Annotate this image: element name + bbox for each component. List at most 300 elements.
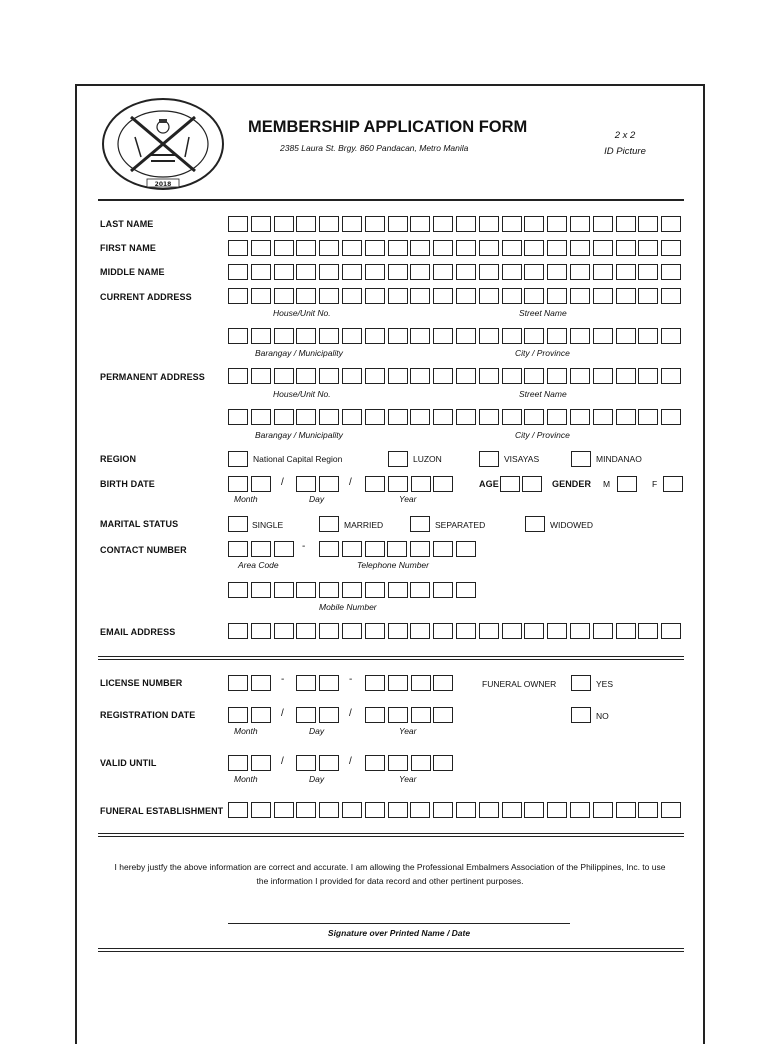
- funeral-establishment-box[interactable]: [593, 802, 613, 818]
- permanent-address-box[interactable]: [228, 368, 248, 384]
- permanent-address-box[interactable]: [365, 368, 385, 384]
- email-box[interactable]: [479, 623, 499, 639]
- last-name-box[interactable]: [365, 216, 385, 232]
- date-slash: /: [349, 477, 352, 488]
- current-address-line2-box[interactable]: [570, 328, 590, 344]
- current-address-box[interactable]: [274, 288, 294, 304]
- current-address-box[interactable]: [296, 288, 316, 304]
- section-divider: [98, 656, 684, 657]
- funeral-establishment-box[interactable]: [456, 802, 476, 818]
- funeral-establishment-box[interactable]: [342, 802, 362, 818]
- owner-no-label: NO: [596, 711, 609, 721]
- region-mindanao-checkbox[interactable]: [571, 451, 591, 467]
- last-name-box[interactable]: [593, 216, 613, 232]
- permanent-address-line2-box[interactable]: [616, 409, 636, 425]
- permanent-address-box[interactable]: [502, 368, 522, 384]
- birth-year-box[interactable]: [433, 476, 453, 492]
- email-box[interactable]: [365, 623, 385, 639]
- signature-caption: Signature over Printed Name / Date: [327, 928, 471, 938]
- permanent-address-line2-box[interactable]: [251, 409, 271, 425]
- current-address-line2-box[interactable]: [616, 328, 636, 344]
- permanent-address-box[interactable]: [638, 368, 658, 384]
- svg-text:2018: 2018: [154, 181, 172, 188]
- funeral-establishment-box[interactable]: [228, 802, 248, 818]
- middle-name-box[interactable]: [593, 264, 613, 280]
- mobile-box[interactable]: [365, 582, 385, 598]
- last-name-box[interactable]: [479, 216, 499, 232]
- valid-year-box[interactable]: [433, 755, 453, 771]
- birth-year-box[interactable]: [411, 476, 431, 492]
- last-name-box[interactable]: [410, 216, 430, 232]
- marital-status-label: MARITAL STATUS: [100, 519, 179, 529]
- current-address-box[interactable]: [638, 288, 658, 304]
- last-name-box[interactable]: [616, 216, 636, 232]
- funeral-establishment-box[interactable]: [274, 802, 294, 818]
- phone-dash: -: [302, 541, 306, 552]
- marital-married-checkbox[interactable]: [319, 516, 339, 532]
- current-address-line2-box[interactable]: [296, 328, 316, 344]
- middle-name-label: MIDDLE NAME: [100, 267, 165, 277]
- date-slash: /: [281, 708, 284, 719]
- license-number-box[interactable]: [319, 675, 339, 691]
- permanent-address-label: PERMANENT ADDRESS: [100, 372, 205, 382]
- license-dash: -: [281, 674, 285, 685]
- id-picture-placeholder: 2 x 2 ID Picture: [604, 130, 646, 157]
- birth-year-box[interactable]: [388, 476, 408, 492]
- first-name-box[interactable]: [365, 240, 385, 256]
- email-box[interactable]: [524, 623, 544, 639]
- funeral-owner-label: FUNERAL OWNER: [482, 679, 557, 689]
- current-address-line2-box[interactable]: [502, 328, 522, 344]
- license-number-label: LICENSE NUMBER: [100, 678, 183, 688]
- registration-year-box[interactable]: [411, 707, 431, 723]
- last-name-box[interactable]: [661, 216, 681, 232]
- gender-label: GENDER: [552, 479, 592, 489]
- funeral-establishment-box[interactable]: [365, 802, 385, 818]
- current-address-line2-box[interactable]: [661, 328, 681, 344]
- registration-day-box[interactable]: [296, 707, 316, 723]
- permanent-address-box[interactable]: [433, 368, 453, 384]
- mobile-box[interactable]: [251, 582, 271, 598]
- permanent-address-box[interactable]: [456, 368, 476, 384]
- birth-day-box[interactable]: [319, 476, 339, 492]
- permanent-address-line2-box[interactable]: [661, 409, 681, 425]
- first-name-box[interactable]: [502, 240, 522, 256]
- first-name-box[interactable]: [547, 240, 567, 256]
- middle-name-box[interactable]: [274, 264, 294, 280]
- permanent-address-line2-box[interactable]: [342, 409, 362, 425]
- permanent-address-box[interactable]: [388, 368, 408, 384]
- current-address-line2-box[interactable]: [524, 328, 544, 344]
- email-box[interactable]: [593, 623, 613, 639]
- current-address-line2-box[interactable]: [410, 328, 430, 344]
- last-name-box[interactable]: [502, 216, 522, 232]
- middle-name-box[interactable]: [661, 264, 681, 280]
- age-label: AGE: [479, 479, 499, 489]
- middle-name-box[interactable]: [433, 264, 453, 280]
- funeral-establishment-box[interactable]: [410, 802, 430, 818]
- funeral-establishment-box[interactable]: [502, 802, 522, 818]
- current-address-line2-box[interactable]: [319, 328, 339, 344]
- permanent-address-box[interactable]: [479, 368, 499, 384]
- owner-yes-label: YES: [596, 679, 614, 689]
- current-address-box[interactable]: [616, 288, 636, 304]
- funeral-establishment-box[interactable]: [570, 802, 590, 818]
- first-name-box[interactable]: [570, 240, 590, 256]
- city-caption: City / Province: [515, 348, 570, 358]
- current-address-box[interactable]: [593, 288, 613, 304]
- registration-day-box[interactable]: [319, 707, 339, 723]
- permanent-address-line2-box[interactable]: [502, 409, 522, 425]
- birth-year-box[interactable]: [365, 476, 385, 492]
- declaration-text: I hereby justfy the above information are correct and accurate. I am allowing the Professional Embalmers Association of the Philippines, Inc. to use the information I provided for data record and other pertinent purposes.: [114, 862, 666, 886]
- permanent-address-box[interactable]: [524, 368, 544, 384]
- email-box[interactable]: [433, 623, 453, 639]
- email-box[interactable]: [342, 623, 362, 639]
- middle-name-box[interactable]: [410, 264, 430, 280]
- permanent-address-line2-box[interactable]: [547, 409, 567, 425]
- mobile-box[interactable]: [342, 582, 362, 598]
- email-box[interactable]: [274, 623, 294, 639]
- region-luzon-label: LUZON: [413, 454, 442, 464]
- region-visayas-checkbox[interactable]: [479, 451, 499, 467]
- birth-day-box[interactable]: [296, 476, 316, 492]
- permanent-address-box[interactable]: [274, 368, 294, 384]
- valid-month-box[interactable]: [228, 755, 248, 771]
- current-address-box[interactable]: [570, 288, 590, 304]
- funeral-establishment-box[interactable]: [251, 802, 271, 818]
- marital-married-label: MARRIED: [344, 520, 384, 530]
- license-number-box[interactable]: [433, 675, 453, 691]
- last-name-box[interactable]: [319, 216, 339, 232]
- first-name-box[interactable]: [479, 240, 499, 256]
- first-name-box[interactable]: [616, 240, 636, 256]
- license-number-box[interactable]: [296, 675, 316, 691]
- gender-m-label: M: [603, 479, 611, 489]
- birth-date-label: BIRTH DATE: [100, 479, 155, 489]
- current-address-line2-box[interactable]: [479, 328, 499, 344]
- region-mindanao-label: MINDANAO: [596, 454, 642, 464]
- email-box[interactable]: [570, 623, 590, 639]
- permanent-address-line2-box[interactable]: [593, 409, 613, 425]
- current-address-box[interactable]: [342, 288, 362, 304]
- last-name-box[interactable]: [570, 216, 590, 232]
- last-name-box[interactable]: [274, 216, 294, 232]
- middle-name-box[interactable]: [365, 264, 385, 280]
- last-name-box[interactable]: [228, 216, 248, 232]
- first-name-box[interactable]: [388, 240, 408, 256]
- permanent-address-box[interactable]: [570, 368, 590, 384]
- marital-single-label: SINGLE: [252, 520, 284, 530]
- footer-divider: [98, 948, 684, 949]
- middle-name-box[interactable]: [479, 264, 499, 280]
- middle-name-box[interactable]: [296, 264, 316, 280]
- telephone-box[interactable]: [456, 541, 476, 557]
- owner-no-checkbox[interactable]: [571, 707, 591, 723]
- license-number-box[interactable]: [365, 675, 385, 691]
- email-box[interactable]: [616, 623, 636, 639]
- permanent-address-line2-box[interactable]: [456, 409, 476, 425]
- registration-month-box[interactable]: [251, 707, 271, 723]
- mobile-box[interactable]: [319, 582, 339, 598]
- license-number-box[interactable]: [411, 675, 431, 691]
- form-title: MEMBERSHIP APPLICATION FORM: [248, 118, 528, 136]
- current-address-line2-box[interactable]: [433, 328, 453, 344]
- telephone-box[interactable]: [319, 541, 339, 557]
- middle-name-box[interactable]: [570, 264, 590, 280]
- mobile-box[interactable]: [228, 582, 248, 598]
- street-caption: Street Name: [519, 389, 567, 399]
- current-address-line2-box[interactable]: [274, 328, 294, 344]
- first-name-box[interactable]: [638, 240, 658, 256]
- email-box[interactable]: [547, 623, 567, 639]
- current-address-line2-box[interactable]: [388, 328, 408, 344]
- permanent-address-box[interactable]: [410, 368, 430, 384]
- email-box[interactable]: [228, 623, 248, 639]
- mobile-box[interactable]: [296, 582, 316, 598]
- valid-day-box[interactable]: [319, 755, 339, 771]
- last-name-box[interactable]: [388, 216, 408, 232]
- permanent-address-line2-box[interactable]: [524, 409, 544, 425]
- middle-name-box[interactable]: [456, 264, 476, 280]
- date-slash: /: [281, 756, 284, 767]
- current-address-line2-box[interactable]: [456, 328, 476, 344]
- current-address-box[interactable]: [456, 288, 476, 304]
- current-address-box[interactable]: [502, 288, 522, 304]
- current-address-box[interactable]: [228, 288, 248, 304]
- current-address-line2-box[interactable]: [547, 328, 567, 344]
- registration-year-box[interactable]: [433, 707, 453, 723]
- first-name-box[interactable]: [319, 240, 339, 256]
- section-divider: [98, 659, 684, 660]
- valid-until-label: VALID UNTIL: [100, 758, 157, 768]
- age-box[interactable]: [500, 476, 520, 492]
- middle-name-box[interactable]: [638, 264, 658, 280]
- area-code-box[interactable]: [251, 541, 271, 557]
- registration-year-box[interactable]: [365, 707, 385, 723]
- birth-month-box[interactable]: [228, 476, 248, 492]
- first-name-box[interactable]: [456, 240, 476, 256]
- permanent-address-line2-box[interactable]: [638, 409, 658, 425]
- first-name-box[interactable]: [296, 240, 316, 256]
- region-visayas-label: VISAYAS: [504, 454, 540, 464]
- funeral-establishment-box[interactable]: [296, 802, 316, 818]
- telephone-box[interactable]: [410, 541, 430, 557]
- mobile-box[interactable]: [456, 582, 476, 598]
- permanent-address-box[interactable]: [593, 368, 613, 384]
- funeral-establishment-box[interactable]: [616, 802, 636, 818]
- middle-name-box[interactable]: [388, 264, 408, 280]
- email-box[interactable]: [456, 623, 476, 639]
- current-address-box[interactable]: [388, 288, 408, 304]
- current-address-box[interactable]: [251, 288, 271, 304]
- funeral-establishment-box[interactable]: [524, 802, 544, 818]
- current-address-line2-box[interactable]: [638, 328, 658, 344]
- telephone-box[interactable]: [365, 541, 385, 557]
- house-unit-caption: House/Unit No.: [273, 308, 331, 318]
- permanent-address-line2-box[interactable]: [274, 409, 294, 425]
- valid-year-box[interactable]: [365, 755, 385, 771]
- region-luzon-checkbox[interactable]: [388, 451, 408, 467]
- region-ncr-label: National Capital Region: [253, 454, 343, 464]
- date-slash: /: [349, 756, 352, 767]
- permanent-address-line2-box[interactable]: [570, 409, 590, 425]
- license-number-box[interactable]: [251, 675, 271, 691]
- permanent-address-box[interactable]: [661, 368, 681, 384]
- area-code-box[interactable]: [274, 541, 294, 557]
- funeral-establishment-box[interactable]: [433, 802, 453, 818]
- permanent-address-line2-box[interactable]: [296, 409, 316, 425]
- license-number-box[interactable]: [388, 675, 408, 691]
- current-address-box[interactable]: [547, 288, 567, 304]
- funeral-establishment-box[interactable]: [388, 802, 408, 818]
- telephone-box[interactable]: [433, 541, 453, 557]
- area-code-caption: Area Code: [238, 560, 279, 570]
- middle-name-box[interactable]: [251, 264, 271, 280]
- last-name-box[interactable]: [456, 216, 476, 232]
- month-caption: Month: [234, 774, 258, 784]
- current-address-label: CURRENT ADDRESS: [100, 292, 192, 302]
- permanent-address-box[interactable]: [342, 368, 362, 384]
- permanent-address-box[interactable]: [319, 368, 339, 384]
- current-address-line2-box[interactable]: [228, 328, 248, 344]
- permanent-address-box[interactable]: [547, 368, 567, 384]
- last-name-box[interactable]: [638, 216, 658, 232]
- current-address-box[interactable]: [365, 288, 385, 304]
- first-name-box[interactable]: [661, 240, 681, 256]
- first-name-box[interactable]: [524, 240, 544, 256]
- permanent-address-line2-box[interactable]: [319, 409, 339, 425]
- mobile-box[interactable]: [388, 582, 408, 598]
- gender-m-checkbox[interactable]: [617, 476, 637, 492]
- funeral-establishment-box[interactable]: [319, 802, 339, 818]
- email-box[interactable]: [388, 623, 408, 639]
- current-address-box[interactable]: [524, 288, 544, 304]
- day-caption: Day: [309, 494, 325, 504]
- current-address-line2-box[interactable]: [365, 328, 385, 344]
- permanent-address-box[interactable]: [616, 368, 636, 384]
- last-name-box[interactable]: [296, 216, 316, 232]
- first-name-box[interactable]: [228, 240, 248, 256]
- email-box[interactable]: [410, 623, 430, 639]
- marital-widowed-label: WIDOWED: [550, 520, 593, 530]
- last-name-box[interactable]: [524, 216, 544, 232]
- contact-number-label: CONTACT NUMBER: [100, 545, 187, 555]
- date-slash: /: [281, 477, 284, 488]
- area-code-box[interactable]: [228, 541, 248, 557]
- region-ncr-checkbox[interactable]: [228, 451, 248, 467]
- gender-f-label: F: [652, 479, 658, 489]
- first-name-box[interactable]: [251, 240, 271, 256]
- middle-name-box[interactable]: [319, 264, 339, 280]
- signature-line[interactable]: [228, 923, 570, 924]
- city-caption: City / Province: [515, 430, 570, 440]
- valid-year-box[interactable]: [388, 755, 408, 771]
- email-box[interactable]: [661, 623, 681, 639]
- telephone-box[interactable]: [387, 541, 407, 557]
- funeral-establishment-box[interactable]: [638, 802, 658, 818]
- current-address-line2-box[interactable]: [251, 328, 271, 344]
- email-box[interactable]: [638, 623, 658, 639]
- first-name-box[interactable]: [593, 240, 613, 256]
- mobile-box[interactable]: [274, 582, 294, 598]
- email-box[interactable]: [296, 623, 316, 639]
- section-divider: [98, 836, 684, 837]
- current-address-box[interactable]: [433, 288, 453, 304]
- last-name-box[interactable]: [433, 216, 453, 232]
- registration-month-box[interactable]: [228, 707, 248, 723]
- last-name-box[interactable]: [342, 216, 362, 232]
- funeral-establishment-box[interactable]: [547, 802, 567, 818]
- permanent-address-line2-box[interactable]: [410, 409, 430, 425]
- mobile-box[interactable]: [410, 582, 430, 598]
- email-box[interactable]: [251, 623, 271, 639]
- house-unit-caption: House/Unit No.: [273, 389, 331, 399]
- current-address-box[interactable]: [661, 288, 681, 304]
- gender-f-checkbox[interactable]: [663, 476, 683, 492]
- mobile-box[interactable]: [433, 582, 453, 598]
- first-name-box[interactable]: [410, 240, 430, 256]
- last-name-box[interactable]: [547, 216, 567, 232]
- permanent-address-line2-box[interactable]: [365, 409, 385, 425]
- middle-name-box[interactable]: [342, 264, 362, 280]
- permanent-address-line2-box[interactable]: [433, 409, 453, 425]
- date-slash: /: [349, 708, 352, 719]
- telephone-box[interactable]: [342, 541, 362, 557]
- middle-name-box[interactable]: [616, 264, 636, 280]
- current-address-line2-box[interactable]: [342, 328, 362, 344]
- marital-widowed-checkbox[interactable]: [525, 516, 545, 532]
- funeral-establishment-box[interactable]: [479, 802, 499, 818]
- permanent-address-line2-box[interactable]: [388, 409, 408, 425]
- last-name-box[interactable]: [251, 216, 271, 232]
- marital-single-checkbox[interactable]: [228, 516, 248, 532]
- month-caption: Month: [234, 726, 258, 736]
- email-box[interactable]: [502, 623, 522, 639]
- first-name-box[interactable]: [274, 240, 294, 256]
- first-name-box[interactable]: [433, 240, 453, 256]
- marital-separated-checkbox[interactable]: [410, 516, 430, 532]
- middle-name-box[interactable]: [524, 264, 544, 280]
- current-address-box[interactable]: [479, 288, 499, 304]
- permanent-address-line2-box[interactable]: [479, 409, 499, 425]
- current-address-box[interactable]: [319, 288, 339, 304]
- middle-name-box[interactable]: [547, 264, 567, 280]
- permanent-address-box[interactable]: [296, 368, 316, 384]
- current-address-line2-box[interactable]: [593, 328, 613, 344]
- header-divider: [98, 199, 684, 201]
- permanent-address-box[interactable]: [251, 368, 271, 384]
- registration-year-box[interactable]: [388, 707, 408, 723]
- valid-day-box[interactable]: [296, 755, 316, 771]
- middle-name-box[interactable]: [228, 264, 248, 280]
- valid-month-box[interactable]: [251, 755, 271, 771]
- middle-name-box[interactable]: [502, 264, 522, 280]
- day-caption: Day: [309, 774, 325, 784]
- funeral-establishment-box[interactable]: [661, 802, 681, 818]
- first-name-box[interactable]: [342, 240, 362, 256]
- age-box[interactable]: [522, 476, 542, 492]
- license-number-box[interactable]: [228, 675, 248, 691]
- valid-year-box[interactable]: [411, 755, 431, 771]
- last-name-label: LAST NAME: [100, 219, 154, 229]
- year-caption: Year: [399, 726, 417, 736]
- birth-month-box[interactable]: [251, 476, 271, 492]
- owner-yes-checkbox[interactable]: [571, 675, 591, 691]
- current-address-box[interactable]: [410, 288, 430, 304]
- email-box[interactable]: [319, 623, 339, 639]
- permanent-address-line2-box[interactable]: [228, 409, 248, 425]
